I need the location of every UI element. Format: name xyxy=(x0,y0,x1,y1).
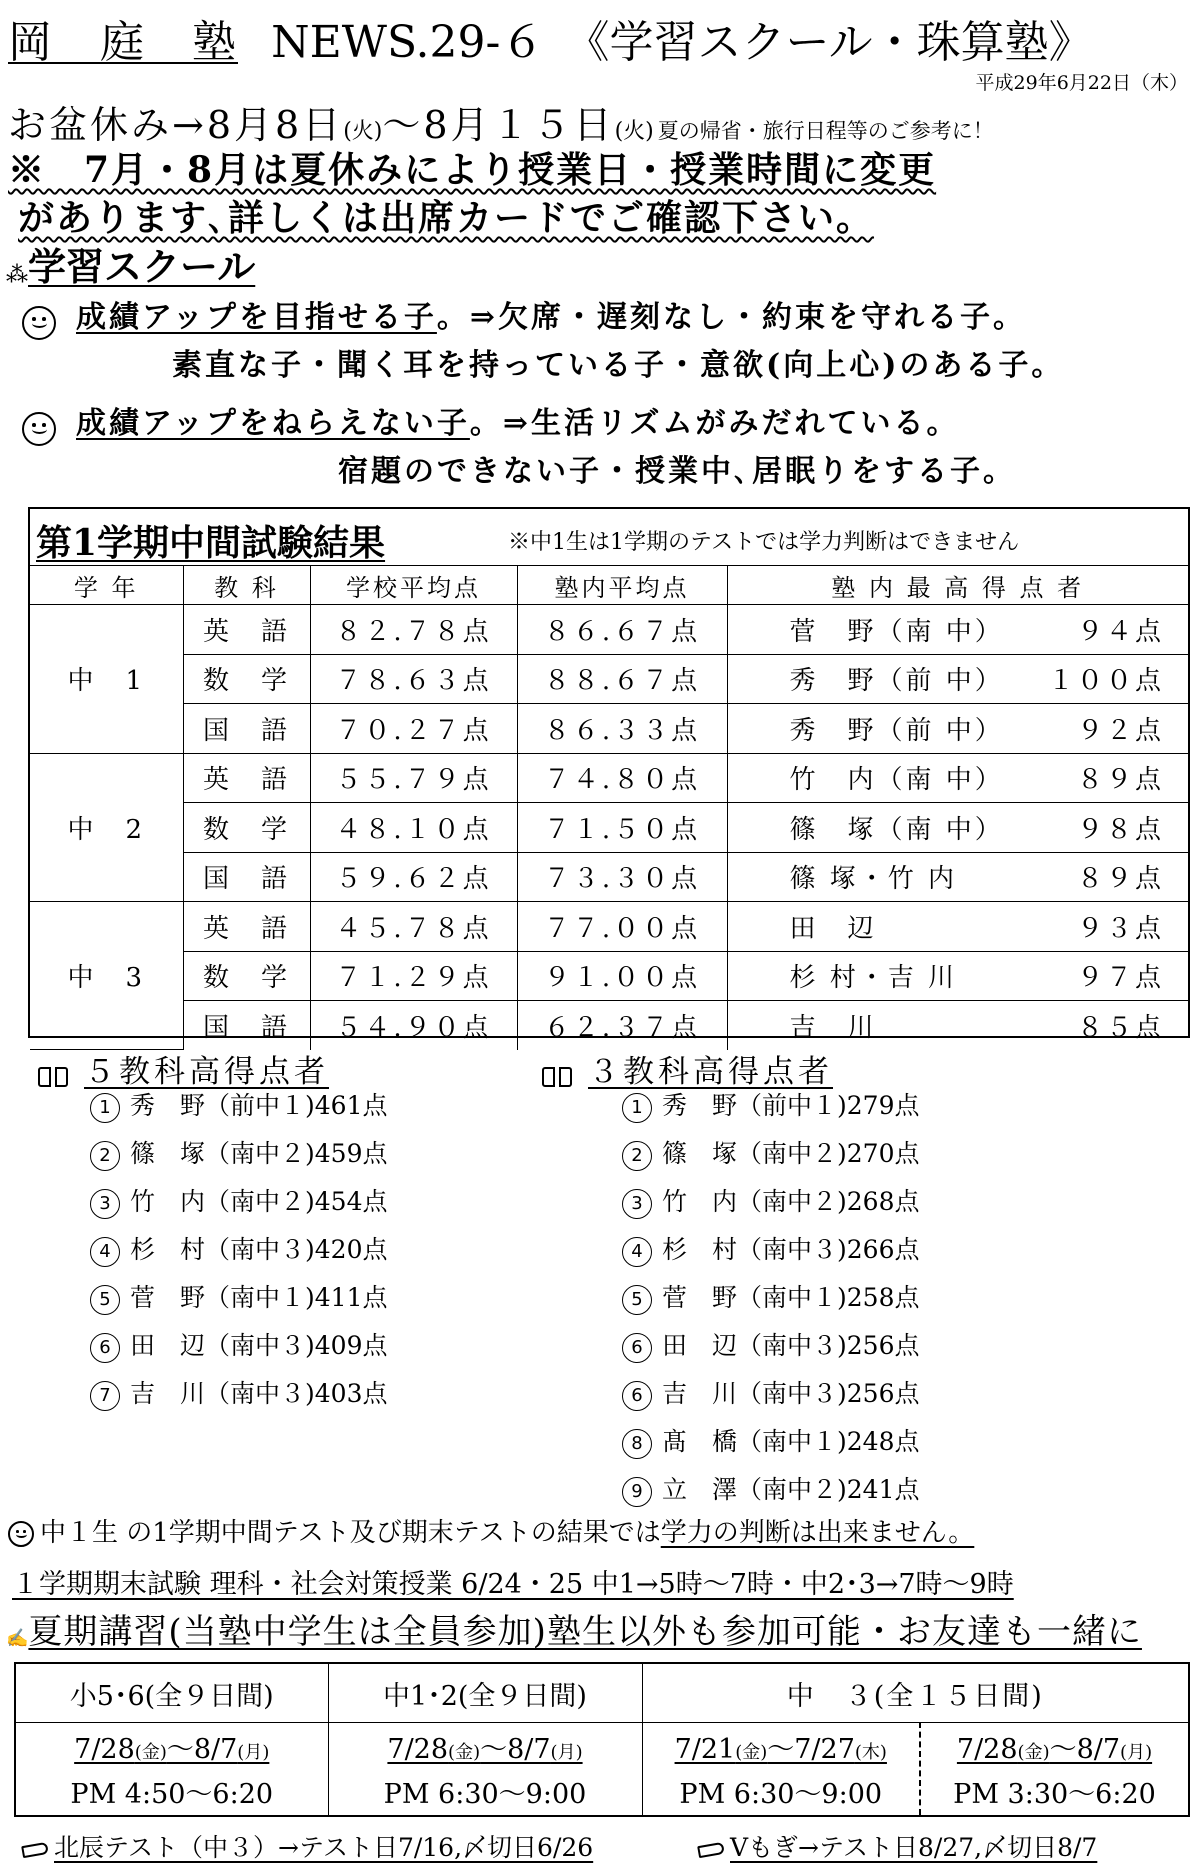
top-scorer-cell xyxy=(727,753,1188,803)
juku-avg-cell: ８６.３３点 xyxy=(517,704,727,754)
time-range: PM 6:30～9:00 xyxy=(383,1779,587,1810)
notice-line-1: ※ 7月・8月は夏休みにより授業日・授業時間に変更 xyxy=(8,149,937,191)
end-day: (月) xyxy=(1120,1742,1153,1763)
summer-schedule-table xyxy=(14,1662,1190,1817)
juku-avg-cell: ８８.６７点 xyxy=(517,654,727,704)
book-icon xyxy=(38,1067,68,1089)
five-subjects-label: ５教科高得点者 xyxy=(84,1054,329,1090)
obon-day1: (火) xyxy=(343,119,383,144)
rank-text: 竹 内（南中２)268点 xyxy=(662,1187,920,1216)
top-points: ９７点 xyxy=(1076,963,1164,994)
rank-text: 篠 塚（南中２)459点 xyxy=(130,1139,388,1168)
start-day: (金) xyxy=(1017,1742,1050,1763)
juku-avg-cell: ７７.００点 xyxy=(517,902,727,952)
results-table xyxy=(28,507,1190,1043)
top-name: 田 辺 xyxy=(789,913,877,944)
list-item xyxy=(622,1374,919,1411)
rank-text: 吉 川（南中３)403点 xyxy=(130,1379,388,1408)
obon-day2: (火) xyxy=(614,119,654,144)
end-date: ～7/27 xyxy=(767,1734,855,1765)
memo-icon: ✍ xyxy=(6,1628,29,1649)
top-points: ８９点 xyxy=(1076,864,1164,895)
section-title-text: 学習スクール xyxy=(28,244,256,289)
rank-text: 秀 野（前中１)461点 xyxy=(130,1091,388,1120)
note-underlined: 学力の判断は出来ません。 xyxy=(660,1518,975,1548)
rank-number: 6 xyxy=(622,1381,652,1411)
col-subject: 教 科 xyxy=(183,566,310,605)
rank-text: 立 澤（南中２)241点 xyxy=(662,1475,920,1504)
end-date: ～8/7 xyxy=(1049,1734,1121,1765)
col-grade: 学 年 xyxy=(30,566,183,605)
results-note: ※中1生は1学期のテストでは学力判断はできません xyxy=(508,530,1020,555)
pencil-icon xyxy=(697,1841,725,1857)
course-header: 中 ３(全１５日間) xyxy=(642,1664,1188,1723)
rank-text: 田 辺（南中３)409点 xyxy=(130,1331,388,1360)
top-scorer-cell xyxy=(727,803,1188,853)
start-day: (金) xyxy=(134,1742,167,1763)
rank-text: 杉 村（南中３)420点 xyxy=(130,1235,388,1264)
table-row xyxy=(30,753,1188,803)
schedule-cell xyxy=(16,1723,328,1816)
rank-number: 3 xyxy=(622,1189,652,1219)
course-header: 小5･6(全９日間) xyxy=(16,1664,328,1723)
list-item xyxy=(622,1470,919,1507)
list-item xyxy=(90,1278,387,1315)
top-scorer-cell xyxy=(727,951,1188,1001)
top-name: 菅 野（南 中） xyxy=(789,616,1004,647)
top-scorer-cell xyxy=(727,852,1188,902)
top-scorer-cell xyxy=(727,1001,1188,1050)
obon-note: 夏の帰省・旅行日程等のご参考に！ xyxy=(657,119,994,143)
start-day: (金) xyxy=(448,1742,481,1763)
bad-label: 成績アップをねらえない子 xyxy=(76,406,470,441)
school-avg-cell: ７１.２９点 xyxy=(310,951,517,1001)
rank-number: 7 xyxy=(90,1381,120,1411)
vmogi-line xyxy=(698,1828,1097,1864)
grade-cell: 中 1 xyxy=(30,605,183,754)
summer-grid xyxy=(16,1664,1188,1815)
bad-line-2: 宿題のできない子・授業中､居眠りをする子。 xyxy=(338,454,1016,489)
list-item xyxy=(622,1278,919,1315)
start-day: (金) xyxy=(735,1742,768,1763)
rank-number: 2 xyxy=(90,1141,120,1171)
rank-text: 竹 内（南中２)454点 xyxy=(130,1187,388,1216)
end-day: (木) xyxy=(854,1742,887,1763)
juku-avg-cell: ６２.３７点 xyxy=(517,1001,727,1050)
subject-cell: 英 語 xyxy=(183,605,310,655)
subject-cell: 数 学 xyxy=(183,803,310,853)
school-avg-cell: ５５.７９点 xyxy=(310,753,517,803)
school-avg-cell: ７０.２７点 xyxy=(310,704,517,754)
rank-text: 秀 野（前中１)279点 xyxy=(662,1091,920,1120)
top-name: 篠 塚・竹 内 xyxy=(789,864,958,895)
list-item xyxy=(90,1086,387,1123)
time-range: PM 6:30～9:00 xyxy=(679,1779,883,1810)
col-school-avg: 学校平均点 xyxy=(310,566,517,605)
issue-date: 平成29年6月22日（木） xyxy=(975,72,1188,94)
summer-title-text: 夏期講習(当塾中学生は全員参加)塾生以外も参加可能・お友達も一緒に xyxy=(28,1612,1142,1652)
table-row xyxy=(30,951,1188,1001)
school-avg-cell: ４８.１０点 xyxy=(310,803,517,853)
table-header-row xyxy=(30,566,1188,605)
grade1-note xyxy=(8,1512,974,1549)
juku-avg-cell: ８６.６７点 xyxy=(517,605,727,655)
rank-number: 3 xyxy=(90,1189,120,1219)
notice-line-2: があります､詳しくは出席カードでご確認下さい。 xyxy=(18,197,875,239)
bad-rest: 。⇒生活リズムがみだれている。 xyxy=(469,406,960,441)
school-avg-cell: ５９.６２点 xyxy=(310,852,517,902)
list-item xyxy=(622,1326,919,1363)
bad-student-line xyxy=(22,398,959,446)
end-day: (月) xyxy=(237,1742,270,1763)
table-row xyxy=(30,704,1188,754)
hokushin-line xyxy=(22,1828,593,1864)
brand-name: 《学習スクール・珠算塾》 xyxy=(565,17,1093,68)
table-row xyxy=(30,654,1188,704)
top-scorer-cell xyxy=(727,605,1188,655)
good-student-line xyxy=(22,292,1026,340)
top-scorer-cell xyxy=(727,654,1188,704)
top-points: ９４点 xyxy=(1076,616,1164,647)
top-points: ８９点 xyxy=(1076,765,1164,796)
rank-text: 菅 野（南中１)411点 xyxy=(130,1283,388,1312)
schedule-cell xyxy=(328,1723,642,1816)
top-points: ９３点 xyxy=(1076,913,1164,944)
rank-number: 2 xyxy=(622,1141,652,1171)
three-subjects-title xyxy=(542,1046,833,1091)
subject-cell: 数 学 xyxy=(183,951,310,1001)
top-points: ８５点 xyxy=(1076,1012,1164,1043)
top-name: 秀 野（前 中） xyxy=(789,715,1004,746)
juku-avg-cell: ９１.００点 xyxy=(517,951,727,1001)
book-icon xyxy=(542,1067,572,1089)
obon-mid: ～8月１５日 xyxy=(382,103,615,147)
start-date: 7/28 xyxy=(956,1734,1018,1765)
juku-avg-cell: ７４.８０点 xyxy=(517,753,727,803)
table-header-row xyxy=(16,1664,1188,1723)
results-grid xyxy=(30,566,1188,1050)
top-points: ９８点 xyxy=(1076,814,1164,845)
exam-prep-line: １学期期末試験 理科・社会対策授業 6/24・25 中1→5時～7時・中2･3→7時～9時 xyxy=(12,1569,1014,1600)
table-row xyxy=(30,803,1188,853)
top-scorer-cell xyxy=(727,902,1188,952)
school-name: 岡 庭 塾 xyxy=(8,17,238,68)
end-day: (月) xyxy=(550,1742,583,1763)
smiley-icon xyxy=(8,1521,34,1547)
subject-cell: 英 語 xyxy=(183,902,310,952)
results-title: 第1学期中間試験結果 xyxy=(36,522,386,564)
schedule-cell xyxy=(920,1723,1188,1816)
rank-number: 6 xyxy=(622,1333,652,1363)
table-row xyxy=(30,902,1188,952)
top-name: 秀 野（前 中） xyxy=(789,666,1004,697)
subject-cell: 数 学 xyxy=(183,654,310,704)
rank-number: 6 xyxy=(90,1333,120,1363)
smiley-icon xyxy=(22,306,56,340)
rank-text: 篠 塚（南中２)270点 xyxy=(662,1139,920,1168)
rank-text: 吉 川（南中３)256点 xyxy=(662,1379,920,1408)
table-row xyxy=(30,1001,1188,1050)
news-number: NEWS.29-６ xyxy=(271,17,545,68)
vmogi-text: Vもぎ→テスト日8/27,〆切日8/7 xyxy=(730,1833,1098,1862)
list-item xyxy=(90,1374,387,1411)
end-date: ～8/7 xyxy=(480,1734,551,1765)
start-date: 7/21 xyxy=(674,1734,736,1765)
list-item xyxy=(622,1230,919,1267)
top-name: 竹 内（南 中） xyxy=(789,765,1004,796)
top-name: 篠 塚（南 中） xyxy=(789,814,1004,845)
three-subjects-label: ３教科高得点者 xyxy=(588,1054,833,1090)
good-line-2: 素直な子・聞く耳を持っている子・意欲(向上心)のある子。 xyxy=(172,348,1065,383)
juku-avg-cell: ７３.３０点 xyxy=(517,852,727,902)
rank-number: 1 xyxy=(90,1093,120,1123)
subject-cell: 英 語 xyxy=(183,753,310,803)
list-item xyxy=(622,1182,919,1219)
school-avg-cell: ８２.７８点 xyxy=(310,605,517,655)
end-date: ～8/7 xyxy=(166,1734,238,1765)
rank-number: 8 xyxy=(622,1429,652,1459)
school-avg-cell: ５４.９０点 xyxy=(310,1001,517,1050)
time-range: PM 3:30～6:20 xyxy=(953,1779,1156,1810)
pencil-icon xyxy=(21,1841,49,1857)
rank-text: 髙 橋（南中１)248点 xyxy=(662,1427,920,1456)
results-header xyxy=(30,509,1188,566)
page-header xyxy=(8,6,1193,66)
time-range: PM 4:50～6:20 xyxy=(70,1779,274,1810)
schedule-cell xyxy=(642,1723,920,1816)
top-points: １００点 xyxy=(1047,666,1164,697)
grade-cell: 中 3 xyxy=(30,902,183,1050)
list-item xyxy=(90,1230,387,1267)
rank-number: 4 xyxy=(622,1237,652,1267)
start-date: 7/28 xyxy=(387,1734,449,1765)
start-date: 7/28 xyxy=(74,1734,135,1765)
five-subjects-title xyxy=(38,1046,329,1091)
school-section-title xyxy=(6,236,255,291)
col-top-scorer: 塾 内 最 高 得 点 者 xyxy=(727,566,1188,605)
list-item xyxy=(622,1422,919,1459)
rank-number: 1 xyxy=(622,1093,652,1123)
table-row xyxy=(16,1723,1188,1816)
rank-text: 杉 村（南中３)266点 xyxy=(662,1235,920,1264)
top-name: 杉 村・吉 川 xyxy=(789,963,958,994)
hokushin-text: 北辰テスト（中３）→テスト日7/16,〆切日6/26 xyxy=(54,1833,594,1862)
top-scorer-cell xyxy=(727,704,1188,754)
list-item xyxy=(622,1134,919,1171)
top-name: 吉 川 xyxy=(789,1012,877,1043)
list-item xyxy=(90,1134,387,1171)
rank-text: 田 辺（南中３)256点 xyxy=(662,1331,920,1360)
good-rest: 。⇒欠席・遅刻なし・約束を守れる子。 xyxy=(436,300,1027,335)
note-text: 中１生 の1学期中間テスト及び期末テストの結果では xyxy=(40,1518,661,1548)
rank-number: 5 xyxy=(90,1285,120,1315)
top-points: ９２点 xyxy=(1076,715,1164,746)
rank-number: 9 xyxy=(622,1477,652,1507)
list-item xyxy=(622,1086,919,1123)
rank-number: 4 xyxy=(90,1237,120,1267)
obon-line xyxy=(8,94,994,149)
grade-cell: 中 2 xyxy=(30,753,183,902)
subject-cell: 国 語 xyxy=(183,1001,310,1050)
table-row xyxy=(30,852,1188,902)
subject-cell: 国 語 xyxy=(183,704,310,754)
good-label: 成績アップを目指せる子 xyxy=(76,300,437,335)
table-row xyxy=(30,605,1188,655)
sparkle-icon: ⁂ xyxy=(6,263,28,288)
smiley-icon xyxy=(22,412,56,446)
rank-text: 菅 野（南中１)258点 xyxy=(662,1283,920,1312)
obon-main: お盆休み→8月8日 xyxy=(8,103,344,147)
school-avg-cell: ４５.７８点 xyxy=(310,902,517,952)
course-header: 中1･2(全９日間) xyxy=(328,1664,642,1723)
subject-cell: 国 語 xyxy=(183,852,310,902)
list-item xyxy=(90,1326,387,1363)
summer-title xyxy=(6,1604,1142,1653)
school-avg-cell: ７８.６３点 xyxy=(310,654,517,704)
list-item xyxy=(90,1182,387,1219)
juku-avg-cell: ７１.５０点 xyxy=(517,803,727,853)
rank-number: 5 xyxy=(622,1285,652,1315)
col-juku-avg: 塾内平均点 xyxy=(517,566,727,605)
